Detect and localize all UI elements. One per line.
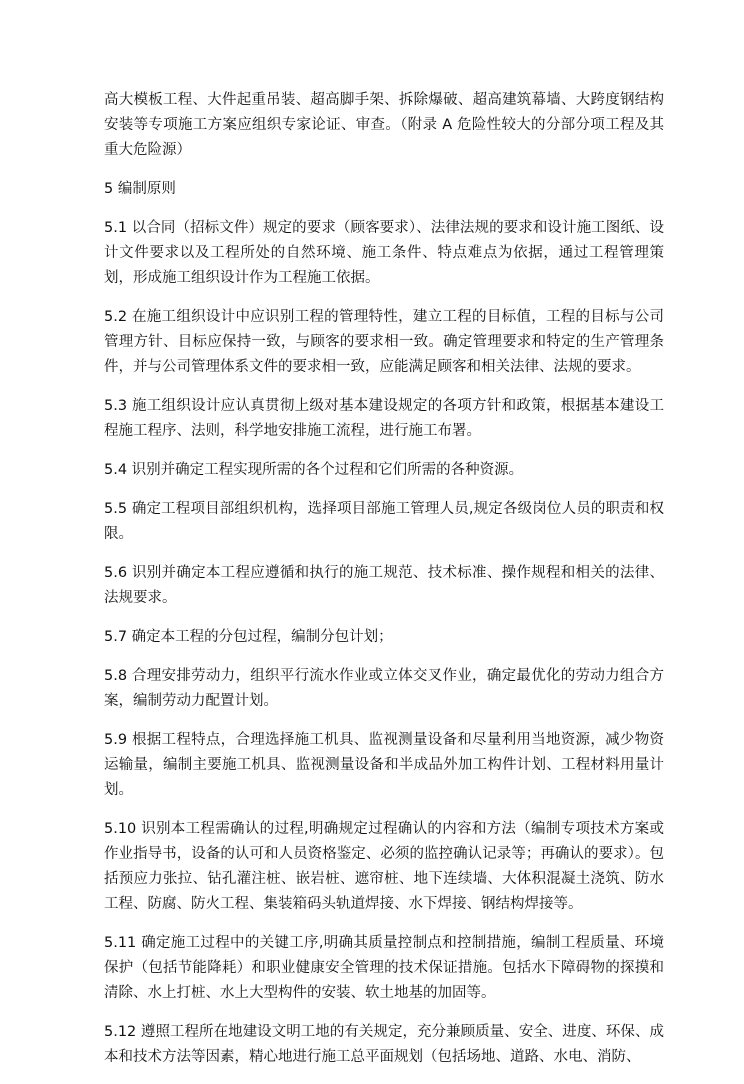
paragraph-5-9: 5.9 根据工程特点，合理选择施工机具、监视测量设备和尽量利用当地资源，减少物资运输量，编制主要施工机具、监视测量设备和半成品外加工构件计划、工程材料用量计划。 [104, 732, 664, 798]
paragraph-5-2: 5.2 在施工组织设计中应识别工程的管理特性，建立工程的目标值，工程的目标与公司管理方针、目标应保持一致，与顾客的要求相一致。确定管理要求和特定的生产管理条件，并与公司管理体系文件的要求相一致，应能满足顾客和相关法律、法规的要求。 [104, 309, 664, 375]
paragraph-intro: 高大模板工程、大件起重吊装、超高脚手架、拆除爆破、超高建筑幕墙、大跨度钢结构安装等专项施工方案应组织专家论证、审查。（附录 A 危险性较大的分部分项工程及其重大危险源） [104, 92, 664, 158]
paragraph-5-3: 5.3 施工组织设计应认真贯彻上级对基本建设规定的各项方针和政策，根据基本建设工程施工程序、法则，科学地安排施工流程，进行施工布署。 [104, 398, 664, 439]
paragraph-5-5: 5.5 确定工程项目部组织机构，选择项目部施工管理人员,规定各级岗位人员的职责和权限。 [104, 501, 664, 542]
paragraph-5-1: 5.1 以合同（招标文件）规定的要求（顾客要求）、法律法规的要求和设计施工图纸、设计文件要求以及工程所处的自然环境、施工条件、特点难点为依据，通过工程管理策划，形成施工组织设计作为工程施工依据。 [104, 220, 664, 286]
paragraph-5-7: 5.7 确定本工程的分包过程，编制分包计划； [104, 629, 393, 645]
paragraph-5-11: 5.11 确定施工过程中的关键工序,明确其质量控制点和控制措施，编制工程质量、环境保护（包括节能降耗）和职业健康安全管理的技术保证措施。包括水下障碍物的探摸和清除、水上打桩、水上大型构件的安装、软土地基的加固等。 [104, 935, 664, 1001]
paragraph-5-6: 5.6 识别并确定本工程应遵循和执行的施工规范、技术标准、操作规程和相关的法律、法规要求。 [104, 565, 664, 606]
paragraph-5-4: 5.4 识别并确定工程实现所需的各个过程和它们所需的各种资源。 [104, 462, 524, 478]
paragraph-5-12: 5.12 遵照工程所在地建设文明工地的有关规定，充分兼顾质量、安全、进度、环保、成本和技术方法等因素，精心地进行施工总平面规划（包括场地、道路、水电、消防、 [104, 1024, 664, 1065]
paragraph-5-8: 5.8 合理安排劳动力，组织平行流水作业或立体交叉作业，确定最优化的劳动力组合方案，编制劳动力配置计划。 [104, 668, 664, 709]
section-heading: 5 编制原则 [104, 181, 176, 197]
paragraph-5-10: 5.10 识别本工程需确认的过程,明确规定过程确认的内容和方法（编制专项技术方案或作业指导书，设备的认可和人员资格鉴定、必须的监控确认记录等；再确认的要求）。包括预应力张拉、钻孔灌注桩、嵌岩桩、遮帘桩、地下连续墙、大体积混凝土浇筑、防水工程、防腐、防火工程、集装箱码头轨道焊接、水下焊接、钢结构焊接等。 [104, 821, 664, 912]
document-page [104, 88, 664, 1084]
